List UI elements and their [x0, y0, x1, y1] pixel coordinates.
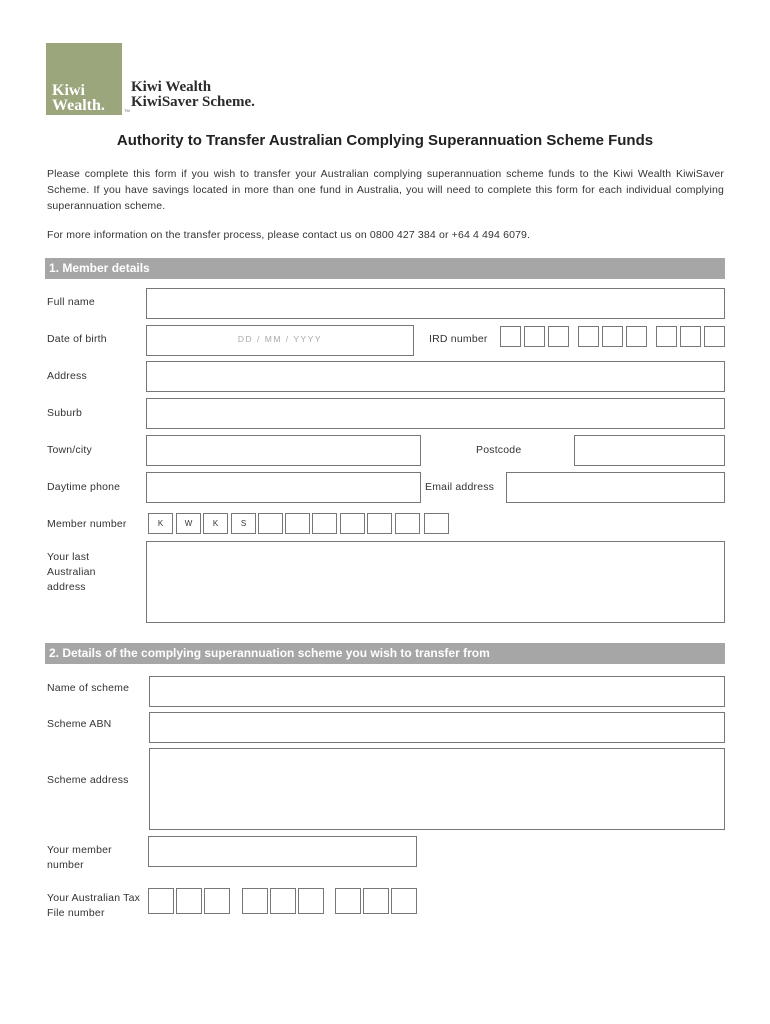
ird-number-cells[interactable]	[500, 326, 726, 347]
member-number-cell[interactable]	[312, 513, 337, 534]
ird-cell[interactable]	[548, 326, 569, 347]
member-prefix-cell: K	[203, 513, 228, 534]
town-field[interactable]	[146, 435, 421, 466]
brand-line-2: KiwiSaver Scheme.	[131, 94, 255, 110]
ird-cell[interactable]	[680, 326, 701, 347]
ird-cell[interactable]	[626, 326, 647, 347]
section-2-header: 2. Details of the complying superannuation scheme you wish to transfer from	[45, 643, 725, 664]
ird-cell[interactable]	[602, 326, 623, 347]
tax-file-number-cells[interactable]	[148, 888, 418, 914]
brand-line-1: Kiwi Wealth	[131, 79, 212, 95]
suburb-field[interactable]	[146, 398, 725, 429]
tfn-cell[interactable]	[148, 888, 174, 914]
logo-line-2: Wealth.	[52, 97, 105, 114]
dob-placeholder: DD / MM / YYYY	[237, 334, 323, 344]
trademark-mark: TM	[124, 108, 130, 113]
member-number-label: Member number	[47, 518, 127, 530]
tfn-cell[interactable]	[204, 888, 230, 914]
member-number-cell[interactable]	[340, 513, 365, 534]
member-number-cells[interactable]	[148, 513, 450, 534]
member-number-cell[interactable]	[285, 513, 310, 534]
postcode-field[interactable]	[574, 435, 725, 466]
member-prefix-cell: S	[231, 513, 256, 534]
your-member-number-field[interactable]	[148, 836, 417, 867]
ird-cell[interactable]	[500, 326, 521, 347]
member-number-cell[interactable]	[258, 513, 283, 534]
ird-cell[interactable]	[704, 326, 725, 347]
logo-line-1: Kiwi	[52, 82, 85, 99]
kiwi-wealth-logo	[46, 43, 122, 115]
last-address-label: Your last Australian address	[47, 551, 96, 593]
email-field[interactable]	[506, 472, 725, 503]
section-1-header: 1. Member details	[45, 258, 725, 279]
tax-file-number-label: Your Australian Tax File number	[47, 892, 141, 919]
town-label: Town/city	[47, 444, 92, 456]
ird-cell[interactable]	[524, 326, 545, 347]
suburb-label: Suburb	[47, 407, 83, 419]
tfn-cell[interactable]	[335, 888, 361, 914]
your-member-number-label: Your member number	[47, 844, 112, 871]
scheme-name-field[interactable]	[149, 676, 725, 707]
member-number-cell[interactable]	[395, 513, 420, 534]
member-number-cell[interactable]	[367, 513, 392, 534]
intro-paragraph: Please complete this form if you wish to transfer your Australian complying superannuation scheme funds to the Kiwi Wealth KiwiSaver Scheme. If you have savings located in more than one fund in Australia, you will need to complete this form for each individual complying superannuation scheme.	[47, 168, 724, 212]
phone-label: Daytime phone	[47, 481, 121, 493]
tfn-cell[interactable]	[176, 888, 202, 914]
tfn-cell[interactable]	[391, 888, 417, 914]
tfn-cell[interactable]	[363, 888, 389, 914]
tfn-cell[interactable]	[298, 888, 324, 914]
scheme-abn-label: Scheme ABN	[47, 718, 112, 730]
phone-field[interactable]	[146, 472, 421, 503]
email-label: Email address	[425, 481, 495, 493]
tfn-cell[interactable]	[270, 888, 296, 914]
dob-label: Date of birth	[47, 333, 107, 345]
ird-cell[interactable]	[578, 326, 599, 347]
scheme-name-label: Name of scheme	[47, 682, 130, 694]
scheme-address-field[interactable]	[149, 748, 725, 830]
postcode-label: Postcode	[476, 444, 522, 456]
member-prefix-cell: K	[148, 513, 173, 534]
full-name-label: Full name	[47, 296, 95, 308]
form-title: Authority to Transfer Australian Complying Superannuation Scheme Funds	[116, 132, 654, 149]
last-address-field[interactable]	[146, 541, 725, 623]
member-prefix-cell: W	[176, 513, 201, 534]
member-number-cell[interactable]	[424, 513, 449, 534]
scheme-abn-field[interactable]	[149, 712, 725, 743]
address-label: Address	[47, 370, 87, 382]
ird-cell[interactable]	[656, 326, 677, 347]
dob-field[interactable]	[146, 325, 414, 356]
full-name-field[interactable]	[146, 288, 725, 319]
ird-label: IRD number	[429, 333, 488, 345]
contact-paragraph: For more information on the transfer process, please contact us on 0800 427 384 or +64 4 494 6079.	[47, 229, 531, 241]
address-field[interactable]	[146, 361, 725, 392]
scheme-address-label: Scheme address	[47, 774, 129, 786]
tfn-cell[interactable]	[242, 888, 268, 914]
brand-name	[131, 80, 255, 110]
